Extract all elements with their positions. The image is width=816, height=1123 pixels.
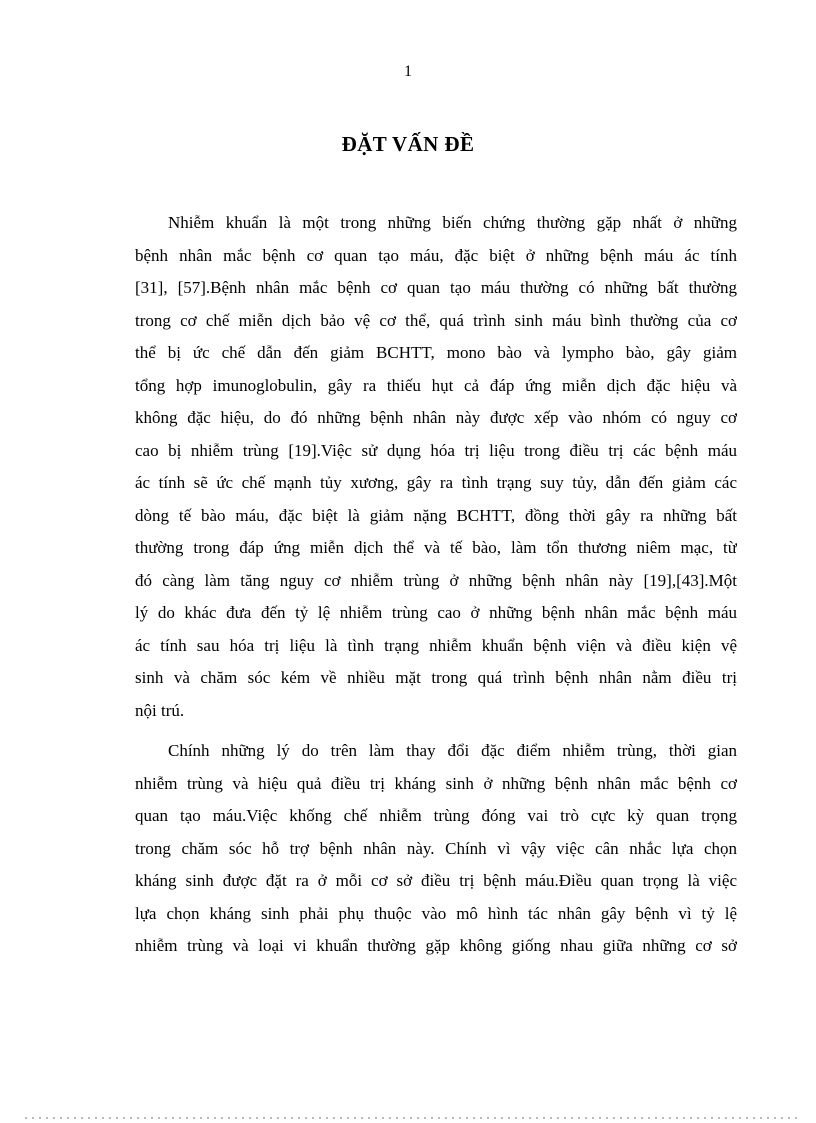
text-line: dòng tế bào máu, đặc biệt là giảm nặng BCHTT, đồng thời gây ra những bất	[135, 505, 737, 525]
text-line: không đặc hiệu, do đó những bệnh nhân này được xếp vào nhóm có nguy cơ	[135, 408, 737, 427]
text-line: tổng hợp imunoglobulin, gây ra thiếu hụt cả đáp ứng miễn dịch đặc hiệu và	[135, 375, 737, 395]
page-number: 1	[404, 63, 412, 80]
text-line: Nhiễm khuẩn là một trong những biến chứng thường gặp nhất ở những	[168, 213, 737, 232]
page-break-dotted-line	[25, 1117, 802, 1119]
text-line: lý do khác đưa đến tỷ lệ nhiễm trùng cao ở những bệnh nhân mắc bệnh máu	[135, 603, 737, 622]
text-line: thể bị ức chế dẫn đến giảm BCHTT, mono bào và lympho bào, gây giảm	[135, 343, 737, 362]
text-line: nhiễm trùng và hiệu quả điều trị kháng sinh ở những bệnh nhân mắc bệnh cơ	[135, 773, 737, 793]
document-body	[135, 207, 737, 963]
text-line: kháng sinh được đặt ra ở mỗi cơ sở điều trị bệnh máu.Điều quan trọng là việc	[135, 871, 737, 890]
text-line: bệnh nhân mắc bệnh cơ quan tạo máu, đặc biệt ở những bệnh máu ác tính	[135, 245, 737, 265]
text-line: nội trú.	[135, 700, 185, 720]
page-title: ĐẶT VẤN ĐỀ	[341, 132, 475, 156]
text-line: ác tính sau hóa trị liệu là tình trạng nhiễm khuẩn bệnh viện và điều kiện vệ	[135, 635, 737, 655]
text-line: nhiễm trùng và loại vi khuẩn thường gặp không giống nhau giữa những cơ sở	[135, 936, 737, 955]
paragraph	[135, 207, 737, 727]
text-line: quan tạo máu.Việc khống chế nhiễm trùng đóng vai trò cực kỳ quan trọng	[135, 806, 737, 825]
text-line: ác tính sẽ ức chế mạnh tủy xương, gây ra tình trạng suy tủy, dẫn đến giảm các	[135, 473, 737, 492]
text-line: lựa chọn kháng sinh phải phụ thuộc vào mô hình tác nhân gây bệnh vì tỷ lệ	[135, 903, 737, 923]
text-line: trong cơ chế miễn dịch bảo vệ cơ thể, quá trình sinh máu bình thường của cơ	[135, 310, 737, 330]
text-line: thường trong đáp ứng miễn dịch thể và tế bào, làm tổn thương niêm mạc, từ	[135, 538, 737, 557]
text-line: Chính những lý do trên làm thay đổi đặc điểm nhiễm trùng, thời gian	[168, 741, 737, 760]
text-line: trong chăm sóc hỗ trợ bệnh nhân này. Chính vì vậy việc cân nhắc lựa chọn	[135, 838, 737, 858]
text-line: đó càng làm tăng nguy cơ nhiễm trùng ở những bệnh nhân này [19],[43].Một	[135, 570, 737, 590]
paragraph	[135, 735, 737, 963]
text-line: cao bị nhiễm trùng [19].Việc sử dụng hóa trị liệu trong điều trị các bệnh máu	[135, 440, 737, 460]
text-line: [31], [57].Bệnh nhân mắc bệnh cơ quan tạo máu thường có những bất thường	[135, 278, 737, 297]
text-line: sinh và chăm sóc kém về nhiều mặt trong quá trình bệnh nhân nằm điều trị	[135, 668, 737, 687]
